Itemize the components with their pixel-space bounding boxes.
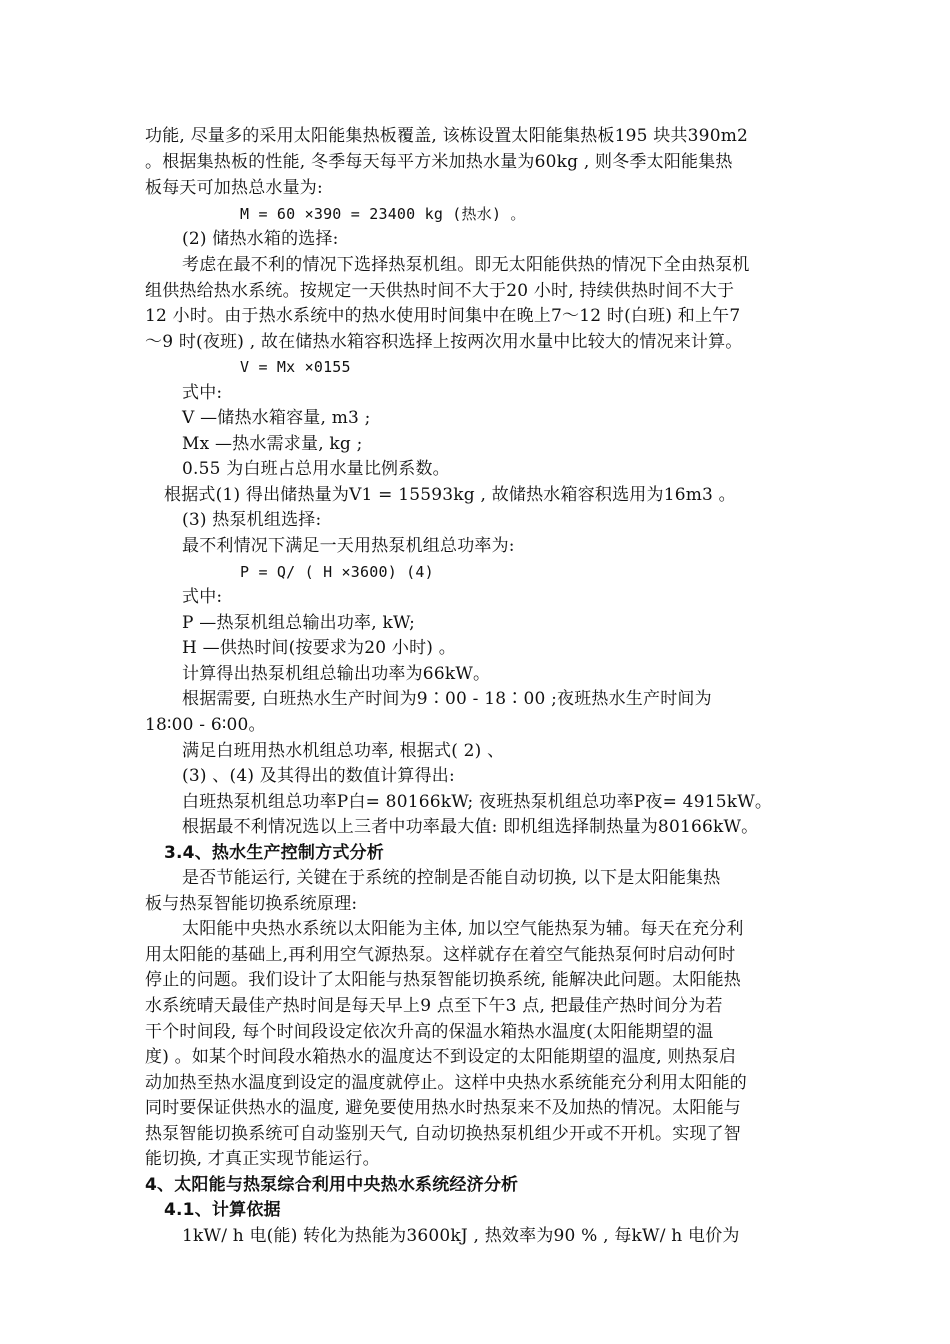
text-line: 1kW/ h 电(能) 转化为热能为3600kJ , 热效率为90 % , 每kW/ h 电价为 (182, 1226, 740, 1246)
section-heading-4: 4、太阳能与热泵综合利用中央热水系统经济分析 (145, 1175, 519, 1195)
text-line: 0.55 为白班占总用水量比例系数。 (182, 459, 450, 479)
formula-line: M = 60 ×390 = 23400 kg (热水) 。 (240, 205, 526, 223)
text-line: 干个时间段, 每个时间段设定依次升高的保温水箱热水温度(太阳能期望的温 (145, 1022, 714, 1042)
text-line: 式中: (182, 383, 223, 403)
text-line: 最不利情况下满足一天用热泵机组总功率为: (182, 536, 515, 556)
text-line: H —供热时间(按要求为20 小时) 。 (182, 638, 456, 658)
text-line: (2) 储热水箱的选择: (182, 229, 339, 249)
text-line: V —储热水箱容量, m3 ; (182, 408, 371, 428)
text-line: (3) 、(4) 及其得出的数值计算得出: (182, 766, 455, 786)
text-line: (3) 热泵机组选择: (182, 510, 322, 530)
text-line: 根据需要, 白班热水生产时间为9∶00 - 18∶00 ;夜班热水生产时间为 (182, 689, 712, 709)
text-line: 能切换, 才真正实现节能运行。 (145, 1149, 380, 1169)
text-line: 板与热泵智能切换系统原理: (145, 894, 358, 914)
text-line: 水系统晴天最佳产热时间是每天早上9 点至下午3 点, 把最佳产热时间分为若 (145, 996, 723, 1016)
text-line: 式中: (182, 587, 223, 607)
text-line: 12 小时。由于热水系统中的热水使用时间集中在晚上7～12 时(白班) 和上午7 (145, 306, 741, 326)
text-line: Mx —热水需求量, kg ; (182, 434, 363, 454)
text-line: 考虑在最不利的情况下选择热泵机组。即无太阳能供热的情况下全由热泵机 (182, 255, 750, 275)
text-line: 热泵智能切换系统可自动鉴别天气, 自动切换热泵机组少开或不开机。实现了智 (145, 1124, 742, 1144)
text-line: 计算得出热泵机组总输出功率为66kW。 (182, 664, 491, 684)
text-line: ～9 时(夜班) , 故在储热水箱容积选择上按两次用水量中比较大的情况来计算。 (145, 332, 743, 352)
text-line: 停止的问题。我们设计了太阳能与热泵智能切换系统, 能解决此问题。太阳能热 (145, 970, 742, 990)
formula-line: V = Mx ×0155 (240, 358, 351, 376)
text-line: 太阳能中央热水系统以太阳能为主体, 加以空气能热泵为辅。每天在充分利 (182, 919, 744, 939)
text-line: 。根据集热板的性能, 冬季每天每平方米加热水量为60kg , 则冬季太阳能集热 (145, 152, 733, 172)
section-heading-3-4: 3.4、热水生产控制方式分析 (164, 843, 384, 863)
text-line: 同时要保证供热水的温度, 避免要使用热水时热泵来不及加热的情况。太阳能与 (145, 1098, 742, 1118)
section-heading-4-1: 4.1、计算依据 (164, 1200, 281, 1220)
text-line: 板每天可加热总水量为: (145, 178, 323, 198)
text-line: 度) 。如某个时间段水箱热水的温度达不到设定的太阳能期望的温度, 则热泵启 (145, 1047, 737, 1067)
text-line: 根据式(1) 得出储热量为V1 = 15593kg , 故储热水箱容积选用为16m3 。 (164, 485, 736, 505)
text-line: 18∶00 - 6∶00。 (145, 715, 266, 735)
formula-line: P = Q/ ( H ×3600) (4) (240, 563, 434, 581)
text-line: 组供热给热水系统。按规定一天供热时间不大于20 小时, 持续供热时间不大于 (145, 281, 735, 301)
text-line: 白班热泵机组总功率P白= 80166kW; 夜班热泵机组总功率P夜= 4915kW。 (182, 792, 773, 812)
text-line: 根据最不利情况选以上三者中功率最大值: 即机组选择制热量为80166kW。 (182, 817, 759, 837)
text-line: 功能, 尽量多的采用太阳能集热板覆盖, 该栋设置太阳能集热板195 块共390m2 (145, 126, 749, 146)
text-line: P —热泵机组总输出功率, kW; (182, 613, 416, 633)
text-line: 满足白班用热水机组总功率, 根据式( 2) 、 (182, 741, 505, 761)
text-line: 用太阳能的基础上,再利用空气源热泵。这样就存在着空气能热泵何时启动何时 (145, 945, 736, 965)
text-line: 动加热至热水温度到设定的温度就停止。这样中央热水系统能充分利用太阳能的 (145, 1073, 747, 1093)
text-line: 是否节能运行, 关键在于系统的控制是否能自动切换, 以下是太阳能集热 (182, 868, 721, 888)
